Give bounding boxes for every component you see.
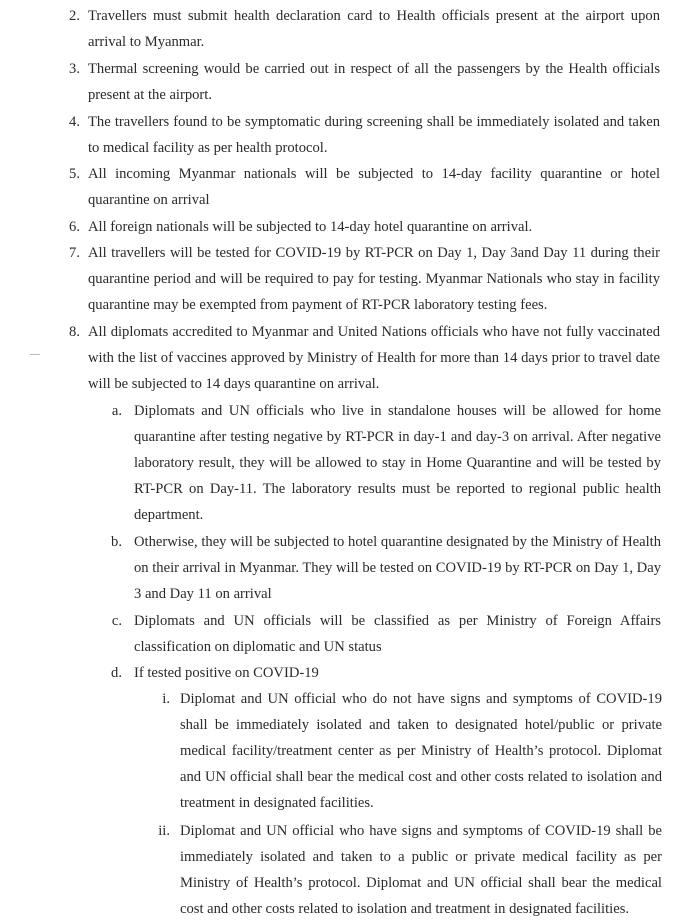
item-number: 5. [69, 166, 80, 182]
list-item-text: All travellers will be tested for COVID-19 by RT-PCR on Day 1, Day 3and Day 11 during their quarantine period and will be required to pay for testing. Myanmar Nationals who stay in facility quarantine may be exempted from payment of RT-PCR laboratory testing fees. [88, 245, 660, 313]
list-item-text: All foreign nationals will be subjected to 14-day hotel quarantine on arrival. [88, 219, 533, 235]
subitem-text: Diplomats and UN officials who live in standalone houses will be allowed for home quarantine after testing negative by RT-PCR in day-1 and day-3 on arrival. After negative laboratory result, they will be allowed to stay in Home Quarantine and will be tested by RT-PCR on Day-11. The laboratory results must be reported to regional public health department. [134, 403, 661, 523]
subsubitem-numeral: i. [162, 691, 170, 707]
subsubitem-text: Diplomat and UN official who do not have signs and symptoms of COVID-19 shall be immediately isolated and taken to designated hotel/public or private medical facility/treatment center as per Ministry of Health’s protocol. Diplomat and UN official shall bear the medical cost and other costs related to isolation and treatment in designated facilities. [180, 691, 662, 811]
item-number: 8. [69, 324, 80, 340]
item-number: 2. [69, 8, 80, 24]
item-number: 6. [69, 219, 80, 235]
subitem-letter: a. [111, 403, 122, 419]
item-number: 3. [69, 61, 80, 77]
list-item-text: Travellers must submit health declaration card to Health officials present at the airport upon arrival to Myanmar. [88, 8, 660, 50]
item-number: 4. [69, 114, 80, 130]
subitem-text: Otherwise, they will be subjected to hotel quarantine designated by the Ministry of Health on their arrival in Myanmar. They will be tested on COVID-19 by RT-PCR on Day 1, Day 3 and Day 11 on arrival [134, 534, 661, 602]
subitem-letter: d. [111, 665, 122, 681]
item-number: 7. [69, 245, 80, 261]
list-item-text: Thermal screening would be carried out in respect of all the passengers by the Health officials present at the airport. [88, 61, 660, 103]
list-item-text: All diplomats accredited to Myanmar and United Nations officials who have not fully vaccinated with the list of vaccines approved by Ministry of Health for more than 14 days prior to travel date will be subjected to 14 days quarantine on arrival. [88, 324, 660, 392]
subsubitem-text: Diplomat and UN official who have signs and symptoms of COVID-19 shall be immediately isolated and taken to a public or private medical facility as per Ministry of Health’s protocol. Diplomat and UN official shall bear the medical cost and other costs related to isolation and treatment in designated facilities. [180, 823, 662, 917]
subitem-text: Diplomats and UN officials will be classified as per Ministry of Foreign Affairs classification on diplomatic and UN status [134, 613, 661, 655]
subitem-letter: b. [111, 534, 122, 550]
margin-mark [30, 354, 40, 355]
subitem-letter: c. [111, 613, 122, 629]
list-item-text: All incoming Myanmar nationals will be subjected to 14-day facility quarantine or hotel quarantine on arrival [88, 166, 660, 208]
subitem-text: If tested positive on COVID-19 [134, 665, 319, 681]
subsubitem-numeral: ii. [158, 823, 170, 839]
list-item-text: The travellers found to be symptomatic during screening shall be immediately isolated and taken to medical facility as per health protocol. [88, 114, 660, 156]
